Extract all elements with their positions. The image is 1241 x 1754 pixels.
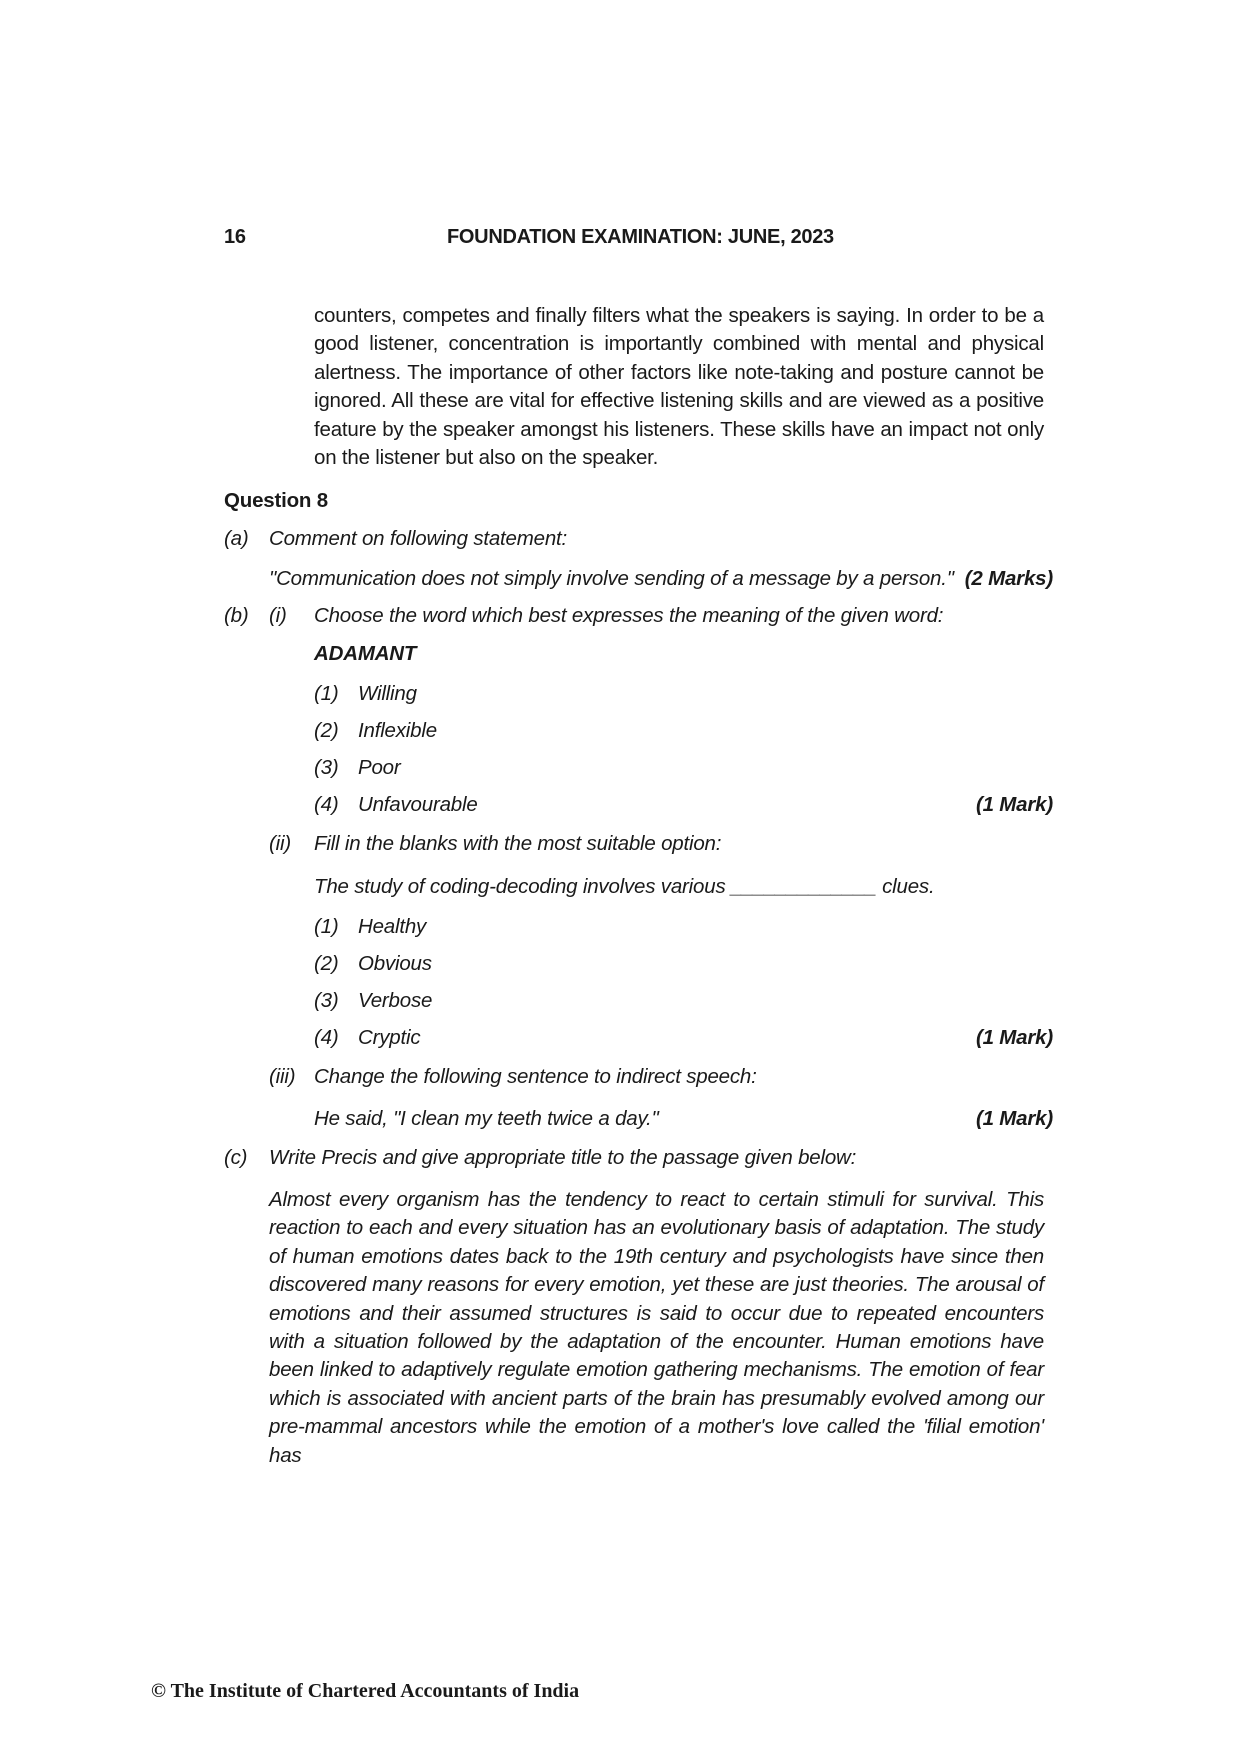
part-a-prompt: Comment on following statement: <box>269 527 568 550</box>
option-text: Willing <box>358 682 417 705</box>
part-b-ii-prompt: Fill in the blanks with the most suitable option: <box>314 832 722 855</box>
part-c-prompt: Write Precis and give appropriate title to the passage given below: <box>269 1146 857 1169</box>
intro-paragraph: counters, competes and finally filters what the speakers is saying. In order to be a good listener, concentration is importantly combined with mental and physical alertness. The importance of other factors like note-taking and posture cannot be ignored. All these are vital for effective listening skills and are viewed as a positive feature by the speaker amongst his listeners. These skills have an impact not only on the listener but also on the speaker. <box>314 304 1044 470</box>
option-number: (4) <box>314 1026 339 1049</box>
part-a-marks: (2 Marks) <box>964 567 1053 590</box>
option-number: (4) <box>314 793 339 816</box>
option-number: (2) <box>314 952 339 975</box>
part-b-ii-sentence: The study of coding-decoding involves various _____________ clues. <box>314 875 935 898</box>
part-c-label: (c) <box>224 1146 248 1169</box>
part-b-i-word: ADAMANT <box>314 642 417 665</box>
part-b-i-label: (i) <box>269 604 287 627</box>
option-text: Cryptic <box>358 1026 421 1049</box>
option-number: (3) <box>314 989 339 1012</box>
option-number: (1) <box>314 915 339 938</box>
option-text: Verbose <box>358 989 433 1012</box>
part-b-iii-prompt: Change the following sentence to indirect speech: <box>314 1065 757 1088</box>
part-b-i-marks: (1 Mark) <box>975 793 1053 816</box>
page-number: 16 <box>224 226 246 248</box>
question-heading: Question 8 <box>224 489 328 512</box>
copyright-footer: © The Institute of Chartered Accountants of India <box>151 1680 580 1702</box>
option-number: (2) <box>314 719 339 742</box>
part-b-ii-marks: (1 Mark) <box>975 1026 1053 1049</box>
part-b-iii-label: (iii) <box>269 1065 296 1088</box>
part-a-label: (a) <box>224 527 249 550</box>
option-number: (3) <box>314 756 339 779</box>
page-header-title: FOUNDATION EXAMINATION: JUNE, 2023 <box>447 226 834 248</box>
part-b-label: (b) <box>224 604 249 627</box>
option-text: Inflexible <box>358 719 437 742</box>
option-number: (1) <box>314 682 339 705</box>
part-b-iii-sentence: He said, "I clean my teeth twice a day." <box>314 1107 659 1130</box>
part-a-statement: "Communication does not simply involve sending of a message by a person." <box>269 567 954 590</box>
part-b-i-prompt: Choose the word which best expresses the meaning of the given word: <box>314 604 944 627</box>
precis-passage: Almost every organism has the tendency to react to certain stimuli for survival. This reaction to each and every situation has an evolutionary basis of adaptation. The study of human emotions dates back to the 19th century and psychologists have since then discovered many reasons for every emotion, yet these are just theories. The arousal of emotions and their assumed structures is said to occur due to repeated encounters with a situation followed by the adaptation of the encounter. Human emotions have been linked to adaptively regulate emotion gathering mechanisms. The emotion of fear which is associated with ancient parts of the brain has presumably evolved among our pre-mammal ancestors while the emotion of a mother's love called the 'filial emotion' has <box>269 1188 1044 1467</box>
option-text: Obvious <box>358 952 432 975</box>
part-b-ii-label: (ii) <box>269 832 291 855</box>
option-text: Poor <box>358 756 401 779</box>
option-text: Unfavourable <box>358 793 478 816</box>
option-text: Healthy <box>358 915 427 938</box>
part-b-iii-marks: (1 Mark) <box>975 1107 1053 1130</box>
